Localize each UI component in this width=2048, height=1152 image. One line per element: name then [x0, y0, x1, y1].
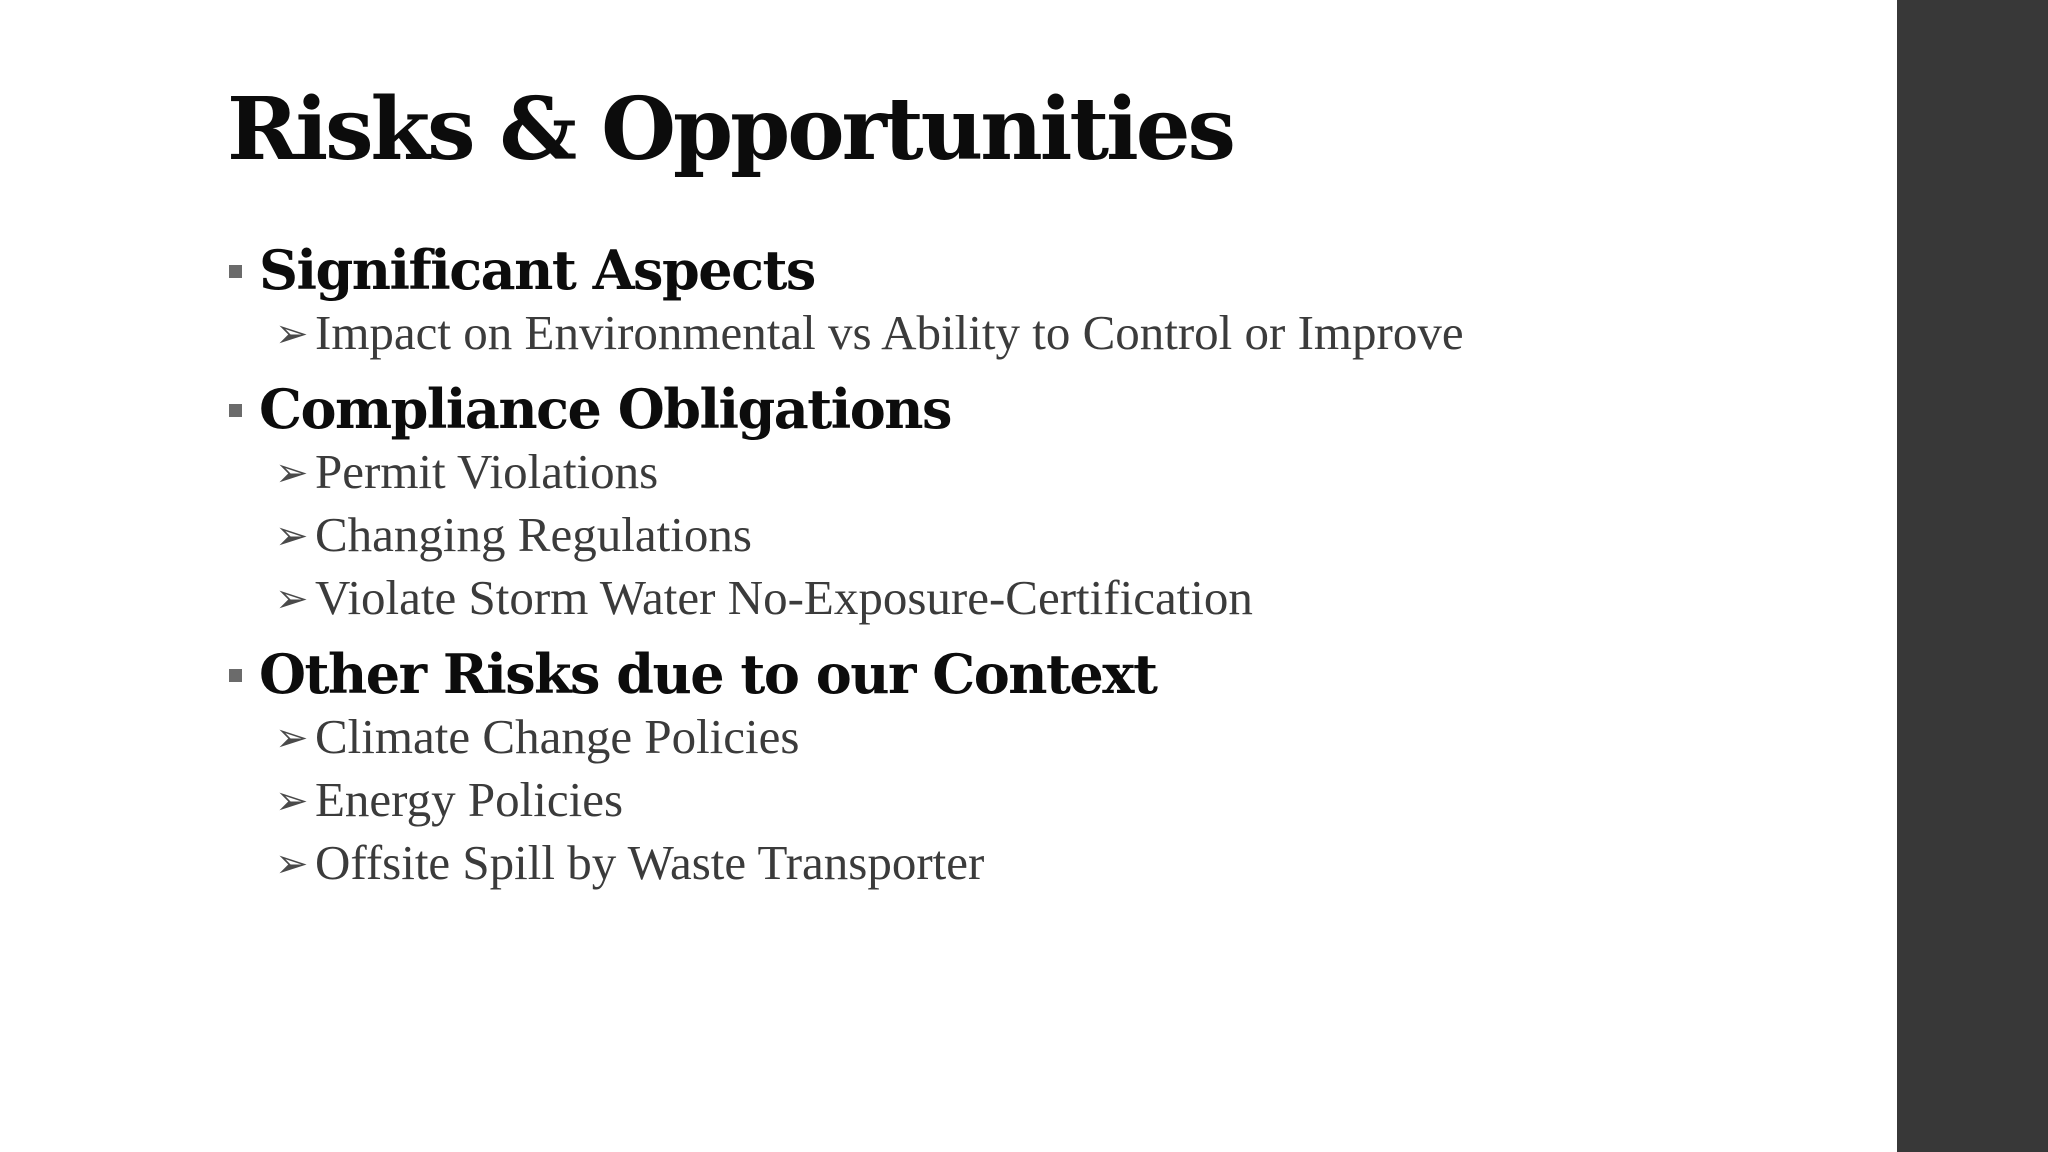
sub-list	[227, 305, 1787, 360]
slide-content	[227, 70, 1787, 901]
sub-list	[227, 444, 1787, 625]
list-item	[227, 507, 1575, 562]
list-item-text: Violate Storm Water No-Exposure-Certification	[315, 570, 1253, 625]
slide-title: Risks & Opportunities	[227, 79, 1233, 180]
list-item-text: Permit Violations	[315, 444, 659, 499]
square-bullet-icon	[229, 669, 242, 682]
list-item-text: Changing Regulations	[315, 507, 752, 562]
list-item	[227, 444, 1575, 499]
list-item	[227, 772, 1575, 827]
sub-list	[227, 709, 1787, 890]
arrow-bullet-icon: ➢	[275, 778, 309, 824]
arrow-bullet-icon: ➢	[275, 513, 309, 559]
square-bullet-icon	[229, 404, 242, 417]
arrow-bullet-icon: ➢	[275, 450, 309, 496]
arrow-bullet-icon: ➢	[275, 841, 309, 887]
section-heading	[227, 636, 1787, 712]
section-heading-text: Other Risks due to our Context	[259, 642, 1157, 706]
section-compliance-obligations	[227, 371, 1787, 624]
list-item	[227, 835, 1575, 890]
section-significant-aspects	[227, 232, 1787, 359]
square-bullet-icon	[229, 265, 242, 278]
list-item-text: Offsite Spill by Waste Transporter	[315, 835, 985, 890]
section-other-risks	[227, 636, 1787, 889]
list-item	[227, 305, 1575, 360]
side-bar	[1897, 0, 2048, 1152]
section-heading	[227, 371, 1787, 447]
list-item-text: Energy Policies	[315, 772, 624, 827]
list-item-text: Climate Change Policies	[315, 709, 800, 764]
list-item-text: Impact on Environmental vs Ability to Control or Improve	[315, 305, 1464, 360]
arrow-bullet-icon: ➢	[275, 576, 309, 622]
section-heading	[227, 232, 1787, 308]
section-heading-text: Compliance Obligations	[259, 377, 951, 441]
list-item	[227, 709, 1575, 764]
list-item	[227, 570, 1575, 625]
section-heading-text: Significant Aspects	[259, 238, 815, 302]
arrow-bullet-icon: ➢	[275, 311, 309, 357]
arrow-bullet-icon: ➢	[275, 715, 309, 761]
